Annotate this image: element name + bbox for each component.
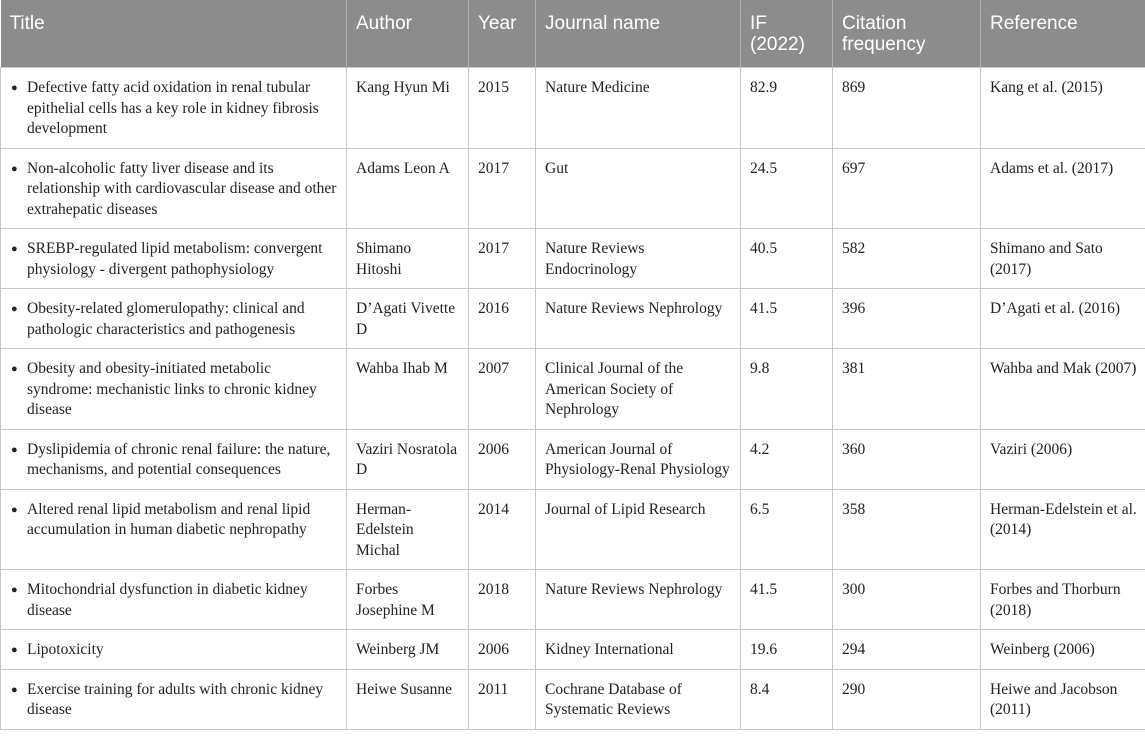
table-body <box>1 68 1145 730</box>
cell-title <box>1 489 347 570</box>
title-text: Lipotoxicity <box>27 641 104 658</box>
cell-reference: Adams et al. (2017) <box>981 148 1145 229</box>
cell-year: 2007 <box>469 349 536 430</box>
cell-citations: 396 <box>833 289 981 349</box>
bullet-icon: ● <box>11 644 18 656</box>
header-title: Title <box>1 0 347 68</box>
cell-year: 2016 <box>469 289 536 349</box>
bullet-icon: ● <box>11 584 18 596</box>
table-row <box>1 630 1145 670</box>
cell-author: Shimano Hitoshi <box>347 229 469 289</box>
bullet-icon: ● <box>11 363 18 375</box>
cell-reference: D’Agati et al. (2016) <box>981 289 1145 349</box>
table-row <box>1 148 1145 229</box>
table-row <box>1 570 1145 630</box>
bullet-icon: ● <box>11 243 18 255</box>
table-row <box>1 68 1145 149</box>
cell-if: 6.5 <box>741 489 833 570</box>
cell-journal: Nature Medicine <box>536 68 741 149</box>
bullet-icon: ● <box>11 683 18 696</box>
cell-journal: Nature Reviews Nephrology <box>536 570 741 630</box>
cell-if: 8.4 <box>741 669 833 729</box>
cell-author: Heiwe Susanne <box>347 669 469 729</box>
cell-year: 2015 <box>469 68 536 149</box>
cell-title <box>1 570 347 630</box>
cell-reference: Herman-Edelstein et al. (2014) <box>981 489 1145 570</box>
bullet-icon: ● <box>11 303 18 315</box>
cell-journal: Gut <box>536 148 741 229</box>
cell-citations: 300 <box>833 570 981 630</box>
cell-reference: Forbes and Thorburn (2018) <box>981 570 1145 630</box>
table-row <box>1 229 1145 289</box>
bullet-icon: ● <box>11 503 18 516</box>
cell-author: Adams Leon A <box>347 148 469 229</box>
header-year: Year <box>469 0 536 68</box>
header-author: Author <box>347 0 469 68</box>
cell-year: 2014 <box>469 489 536 570</box>
table-row <box>1 429 1145 489</box>
cell-if: 40.5 <box>741 229 833 289</box>
cell-citations: 869 <box>833 68 981 149</box>
cell-author: Weinberg JM <box>347 630 469 670</box>
cell-title <box>1 669 347 729</box>
header-if: IF (2022) <box>741 0 833 68</box>
table-row <box>1 669 1145 729</box>
cell-year: 2017 <box>469 148 536 229</box>
cell-year: 2006 <box>469 429 536 489</box>
cell-author: Wahba Ihab M <box>347 349 469 430</box>
cell-citations: 381 <box>833 349 981 430</box>
cell-if: 41.5 <box>741 289 833 349</box>
cell-year: 2018 <box>469 570 536 630</box>
cell-citations: 358 <box>833 489 981 570</box>
header-citation-frequency: Citation frequency <box>833 0 981 68</box>
cell-year: 2017 <box>469 229 536 289</box>
table-row <box>1 349 1145 430</box>
cell-year: 2011 <box>469 669 536 729</box>
cell-title <box>1 148 347 229</box>
cell-reference: Wahba and Mak (2007) <box>981 349 1145 430</box>
cell-author: Vaziri Nosratola D <box>347 429 469 489</box>
cell-journal: Nature Reviews Endocrinology <box>536 229 741 289</box>
cell-title <box>1 429 347 489</box>
cell-journal: Clinical Journal of the American Society of Nephrology <box>536 349 741 430</box>
header-journal: Journal name <box>536 0 741 68</box>
cell-journal: Kidney International <box>536 630 741 670</box>
cell-author: Herman-Edelstein Michal <box>347 489 469 570</box>
cell-citations: 582 <box>833 229 981 289</box>
cell-reference: Kang et al. (2015) <box>981 68 1145 149</box>
cell-journal: Cochrane Database of Systematic Reviews <box>536 669 741 729</box>
title-text: Altered renal lipid metabolism and renal lipid accumulation in human diabetic nephropathy <box>27 500 311 538</box>
bullet-icon: ● <box>11 443 18 456</box>
cell-if: 9.8 <box>741 349 833 430</box>
cell-author: D’Agati Vivette D <box>347 289 469 349</box>
title-text: SREBP-regulated lipid metabolism: convergent physiology - divergent pathophysiology <box>27 240 323 278</box>
cell-if: 41.5 <box>741 570 833 630</box>
table-row <box>1 489 1145 570</box>
title-text: Dyslipidemia of chronic renal failure: the nature, mechanisms, and potential consequences <box>27 440 331 478</box>
cell-if: 4.2 <box>741 429 833 489</box>
cell-if: 24.5 <box>741 148 833 229</box>
cell-author: Kang Hyun Mi <box>347 68 469 149</box>
header-reference: Reference <box>981 0 1145 68</box>
table-header-row <box>1 0 1145 68</box>
cell-journal: American Journal of Physiology-Renal Physiology <box>536 429 741 489</box>
cell-if: 19.6 <box>741 630 833 670</box>
cell-title <box>1 229 347 289</box>
cell-journal: Journal of Lipid Research <box>536 489 741 570</box>
title-text: Obesity-related glomerulopathy: clinical and pathologic characteristics and pathogenesis <box>27 300 305 338</box>
cell-citations: 697 <box>833 148 981 229</box>
cell-journal: Nature Reviews Nephrology <box>536 289 741 349</box>
bullet-icon: ● <box>11 162 18 175</box>
title-text: Defective fatty acid oxidation in renal tubular epithelial cells has a key role in kidney fibrosis development <box>27 79 319 137</box>
cell-citations: 360 <box>833 429 981 489</box>
title-text: Obesity and obesity-initiated metabolic syndrome: mechanistic links to chronic kidney disease <box>27 360 317 418</box>
cell-reference: Vaziri (2006) <box>981 429 1145 489</box>
cell-citations: 294 <box>833 630 981 670</box>
cell-reference: Shimano and Sato (2017) <box>981 229 1145 289</box>
title-text: Exercise training for adults with chronic kidney disease <box>27 680 324 718</box>
cell-year: 2006 <box>469 630 536 670</box>
title-text: Non-alcoholic fatty liver disease and its relationship with cardiovascular disease and other extrahepatic diseases <box>27 159 337 218</box>
cell-title <box>1 630 347 670</box>
cell-title <box>1 289 347 349</box>
cell-citations: 290 <box>833 669 981 729</box>
cell-if: 82.9 <box>741 68 833 149</box>
cell-title <box>1 349 347 430</box>
bullet-icon: ● <box>11 82 18 94</box>
cell-reference: Weinberg (2006) <box>981 630 1145 670</box>
cell-author: Forbes Josephine M <box>347 570 469 630</box>
title-text: Mitochondrial dysfunction in diabetic kidney disease <box>27 581 308 619</box>
table-row <box>1 289 1145 349</box>
cell-reference: Heiwe and Jacobson (2011) <box>981 669 1145 729</box>
cell-title <box>1 68 347 149</box>
